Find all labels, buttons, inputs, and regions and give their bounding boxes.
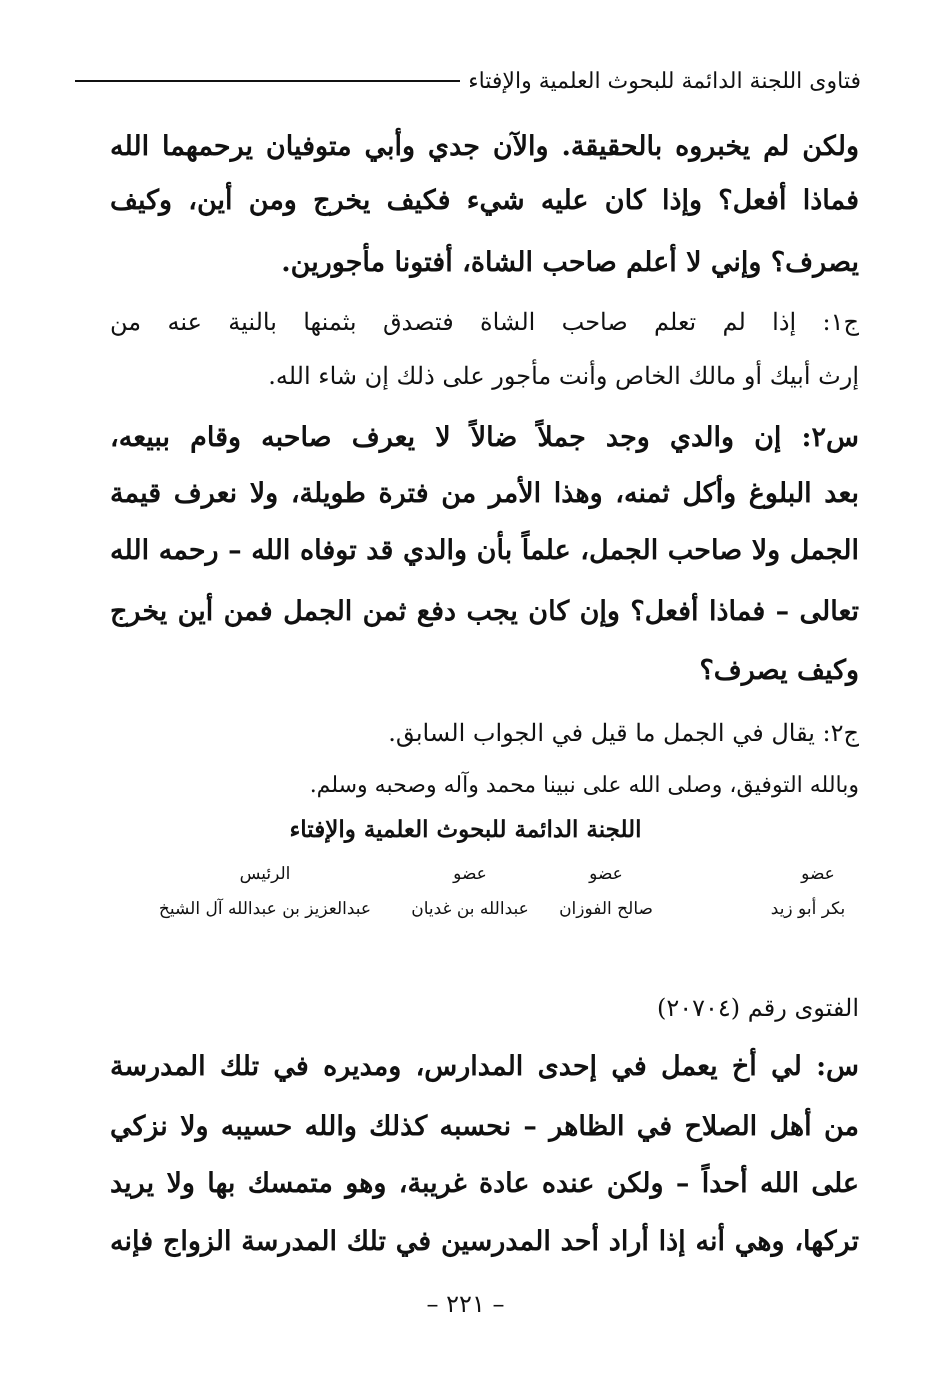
member-role: الرئيس [239,864,291,884]
member-name: بكر أبو زيد [770,899,846,919]
question-line: من أهل الصلاح في الظاهر – نحسبه كذلك والله حسيبه ولا نزكي [110,1111,859,1142]
page-number: – ٢٢١ – [426,1290,505,1318]
committee-member [693,862,923,922]
body-line: فماذا أفعل؟ وإذا كان عليه شيء فكيف يخرج ومن أين، وكيف [110,185,859,216]
question-line: س٢: إن والدي وجد جملاً ضالاً لا يعرف صاحبه وقام ببيعه، [110,422,859,453]
body-line: ولكن لم يخبروه بالحقيقة. والآن جدي وأبي متوفيان يرحمهما الله [110,131,859,162]
answer-line: إرث أبيك أو مالك الخاص وأنت مأجور على ذلك إن شاء الله. [268,362,859,390]
header-title: فتاوى اللجنة الدائمة للبحوث العلمية والإفتاء [468,68,861,94]
question-line: س: لي أخ يعمل في إحدى المدارس، ومديره في تلك المدرسة [110,1051,859,1082]
question-line: تعالى – فماذا أفعل؟ وإن كان يجب دفع ثمن الجمل فمن أين يخرج [110,596,859,627]
header-rule [75,80,460,82]
committee-title: اللجنة الدائمة للبحوث العلمية والإفتاء [289,816,642,843]
member-role: عضو [589,864,623,884]
committee-member [135,862,395,922]
member-name: صالح الفوزان [559,899,653,919]
member-name: عبدالله بن غديان [411,899,529,919]
question-line: تركها، وهي أنه إذا أراد أحد المدرسين في تلك المدرسة الزواج فإنه [110,1226,859,1257]
answer-line: ج٢: يقال في الجمل ما قيل في الجواب السابق. [388,719,859,747]
member-role: عضو [453,864,487,884]
question-line: الجمل ولا صاحب الجمل، علماً بأن والدي قد توفاه الله – رحمه الله [110,535,859,566]
member-role: عضو [801,864,835,884]
body-line: يصرف؟ وإني لا أعلم صاحب الشاة، أفتونا مأجورين. [281,247,859,278]
fatwa-number: الفتوى رقم (٢٠٧٠٤) [656,994,859,1022]
running-header [71,56,861,106]
answer-line: ج١: إذا لم تعلم صاحب الشاة فتصدق بثمنها بالنية عنه من [110,308,859,336]
closing-line: وبالله التوفيق، وصلى الله على نبينا محمد وآله وصحبه وسلم. [309,773,859,798]
member-name: عبدالعزيز بن عبدالله آل الشيخ [158,899,372,919]
question-line: بعد البلوغ وأكل ثمنه، وهذا الأمر من فترة طويلة، ولا نعرف قيمة [110,478,859,509]
question-line: على الله أحداً – ولكن عنده عادة غريبة، وهو متمسك بها ولا يريد [110,1168,859,1199]
question-line: وكيف يصرف؟ [699,655,859,686]
